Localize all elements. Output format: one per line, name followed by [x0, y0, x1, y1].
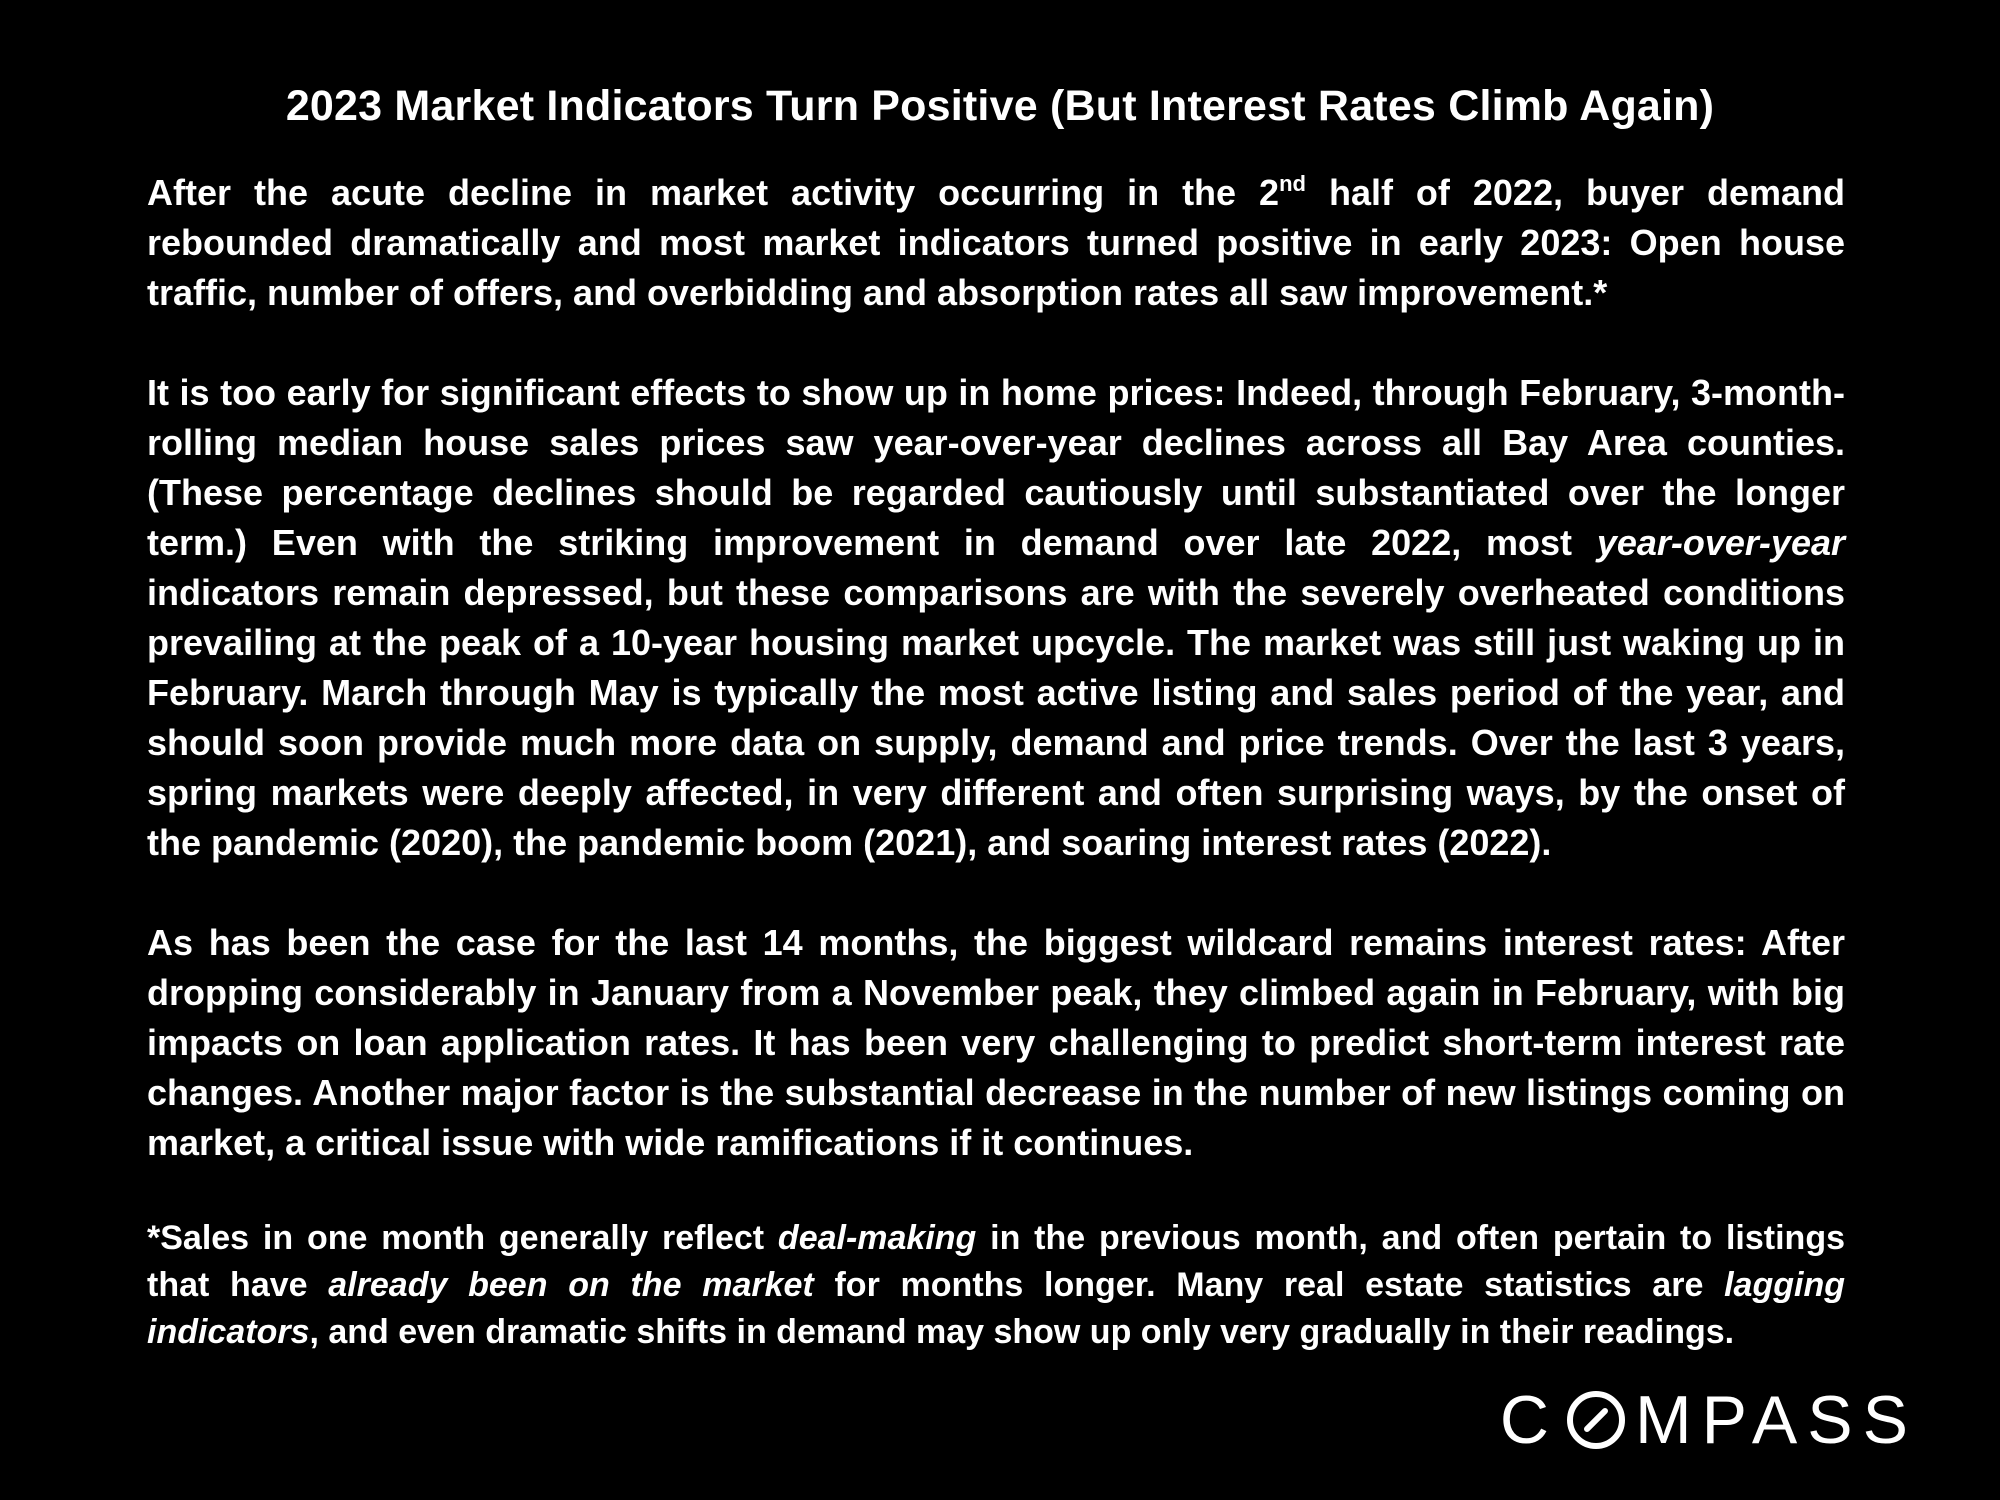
- footnote: [147, 1215, 1845, 1356]
- paragraph-interest-rates: As has been the case for the last 14 months, the biggest wildcard remains interest rates: After dropping considerably in January from a November peak, they climbed again in February, with big impacts on loan application rates. It has been very challenging to predict short-term interest rate changes. Another major factor is the substantial decrease in the number of new listings coming on market, a critical issue with wide ramifications if it continues.: [147, 922, 1845, 1163]
- footnote-text: , and even dramatic shifts in demand may show up only very gradually in their readings.: [309, 1313, 1735, 1351]
- page-title: 2023 Market Indicators Turn Positive (But Interest Rates Climb Again): [285, 82, 1715, 130]
- paragraph-home-prices: [147, 368, 1845, 868]
- paragraph-text: indicators remain depressed, but these comparisons are with the severely overheated conditions prevailing at the peak of a 10-year housing market upcycle. The market was still just waking up in February. March through May is typically the most active listing and sales period of the year, and should soon provide much more data on supply, demand and price trends. Over the last 3 years, spring markets were deeply affected, in very different and often surprising ways, by the onset of the pandemic (2020), the pandemic boom (2021), and soaring interest rates (2022).: [147, 572, 1845, 863]
- emphasis-text: already been on the market: [328, 1266, 814, 1304]
- logo-letter-c: C: [1499, 1382, 1559, 1458]
- footnote-text: in the previous month, and often pertain to listings that have: [147, 1219, 1845, 1304]
- paragraph-text: After the acute decline in market activity occurring in the 2: [147, 172, 1280, 213]
- ordinal-suffix: nd: [1279, 171, 1306, 196]
- paragraph-text: half of 2022, buyer demand rebounded dramatically and most market indicators turned positive in early 2023: Open house traffic, number of offers, and overbidding and absorption rates all saw improvement.*: [147, 172, 1845, 313]
- compass-logo: [1499, 1382, 1918, 1458]
- emphasis-text: year-over-year: [1596, 522, 1845, 563]
- footnote-text: *Sales in one month generally reflect: [147, 1219, 778, 1257]
- logo-letters-mpass: MPASS: [1634, 1382, 1918, 1458]
- emphasis-text: lagging indicators: [147, 1266, 1845, 1351]
- body-text: [147, 168, 1845, 1406]
- compass-o-icon: [1565, 1389, 1627, 1451]
- emphasis-text: deal-making: [777, 1219, 977, 1257]
- paragraph-text: It is too early for significant effects to show up in home prices: Indeed, through February, 3-month-rolling median house sales prices saw year-over-year declines across all Bay Area counties. (These percentage declines should be regarded cautiously until substantiated over the longer term.) Even with the striking improvement in demand over late 2022, most: [147, 372, 1845, 563]
- paragraph-market-activity: [147, 168, 1845, 318]
- footnote-text: for months longer. Many real estate statistics are: [813, 1266, 1725, 1304]
